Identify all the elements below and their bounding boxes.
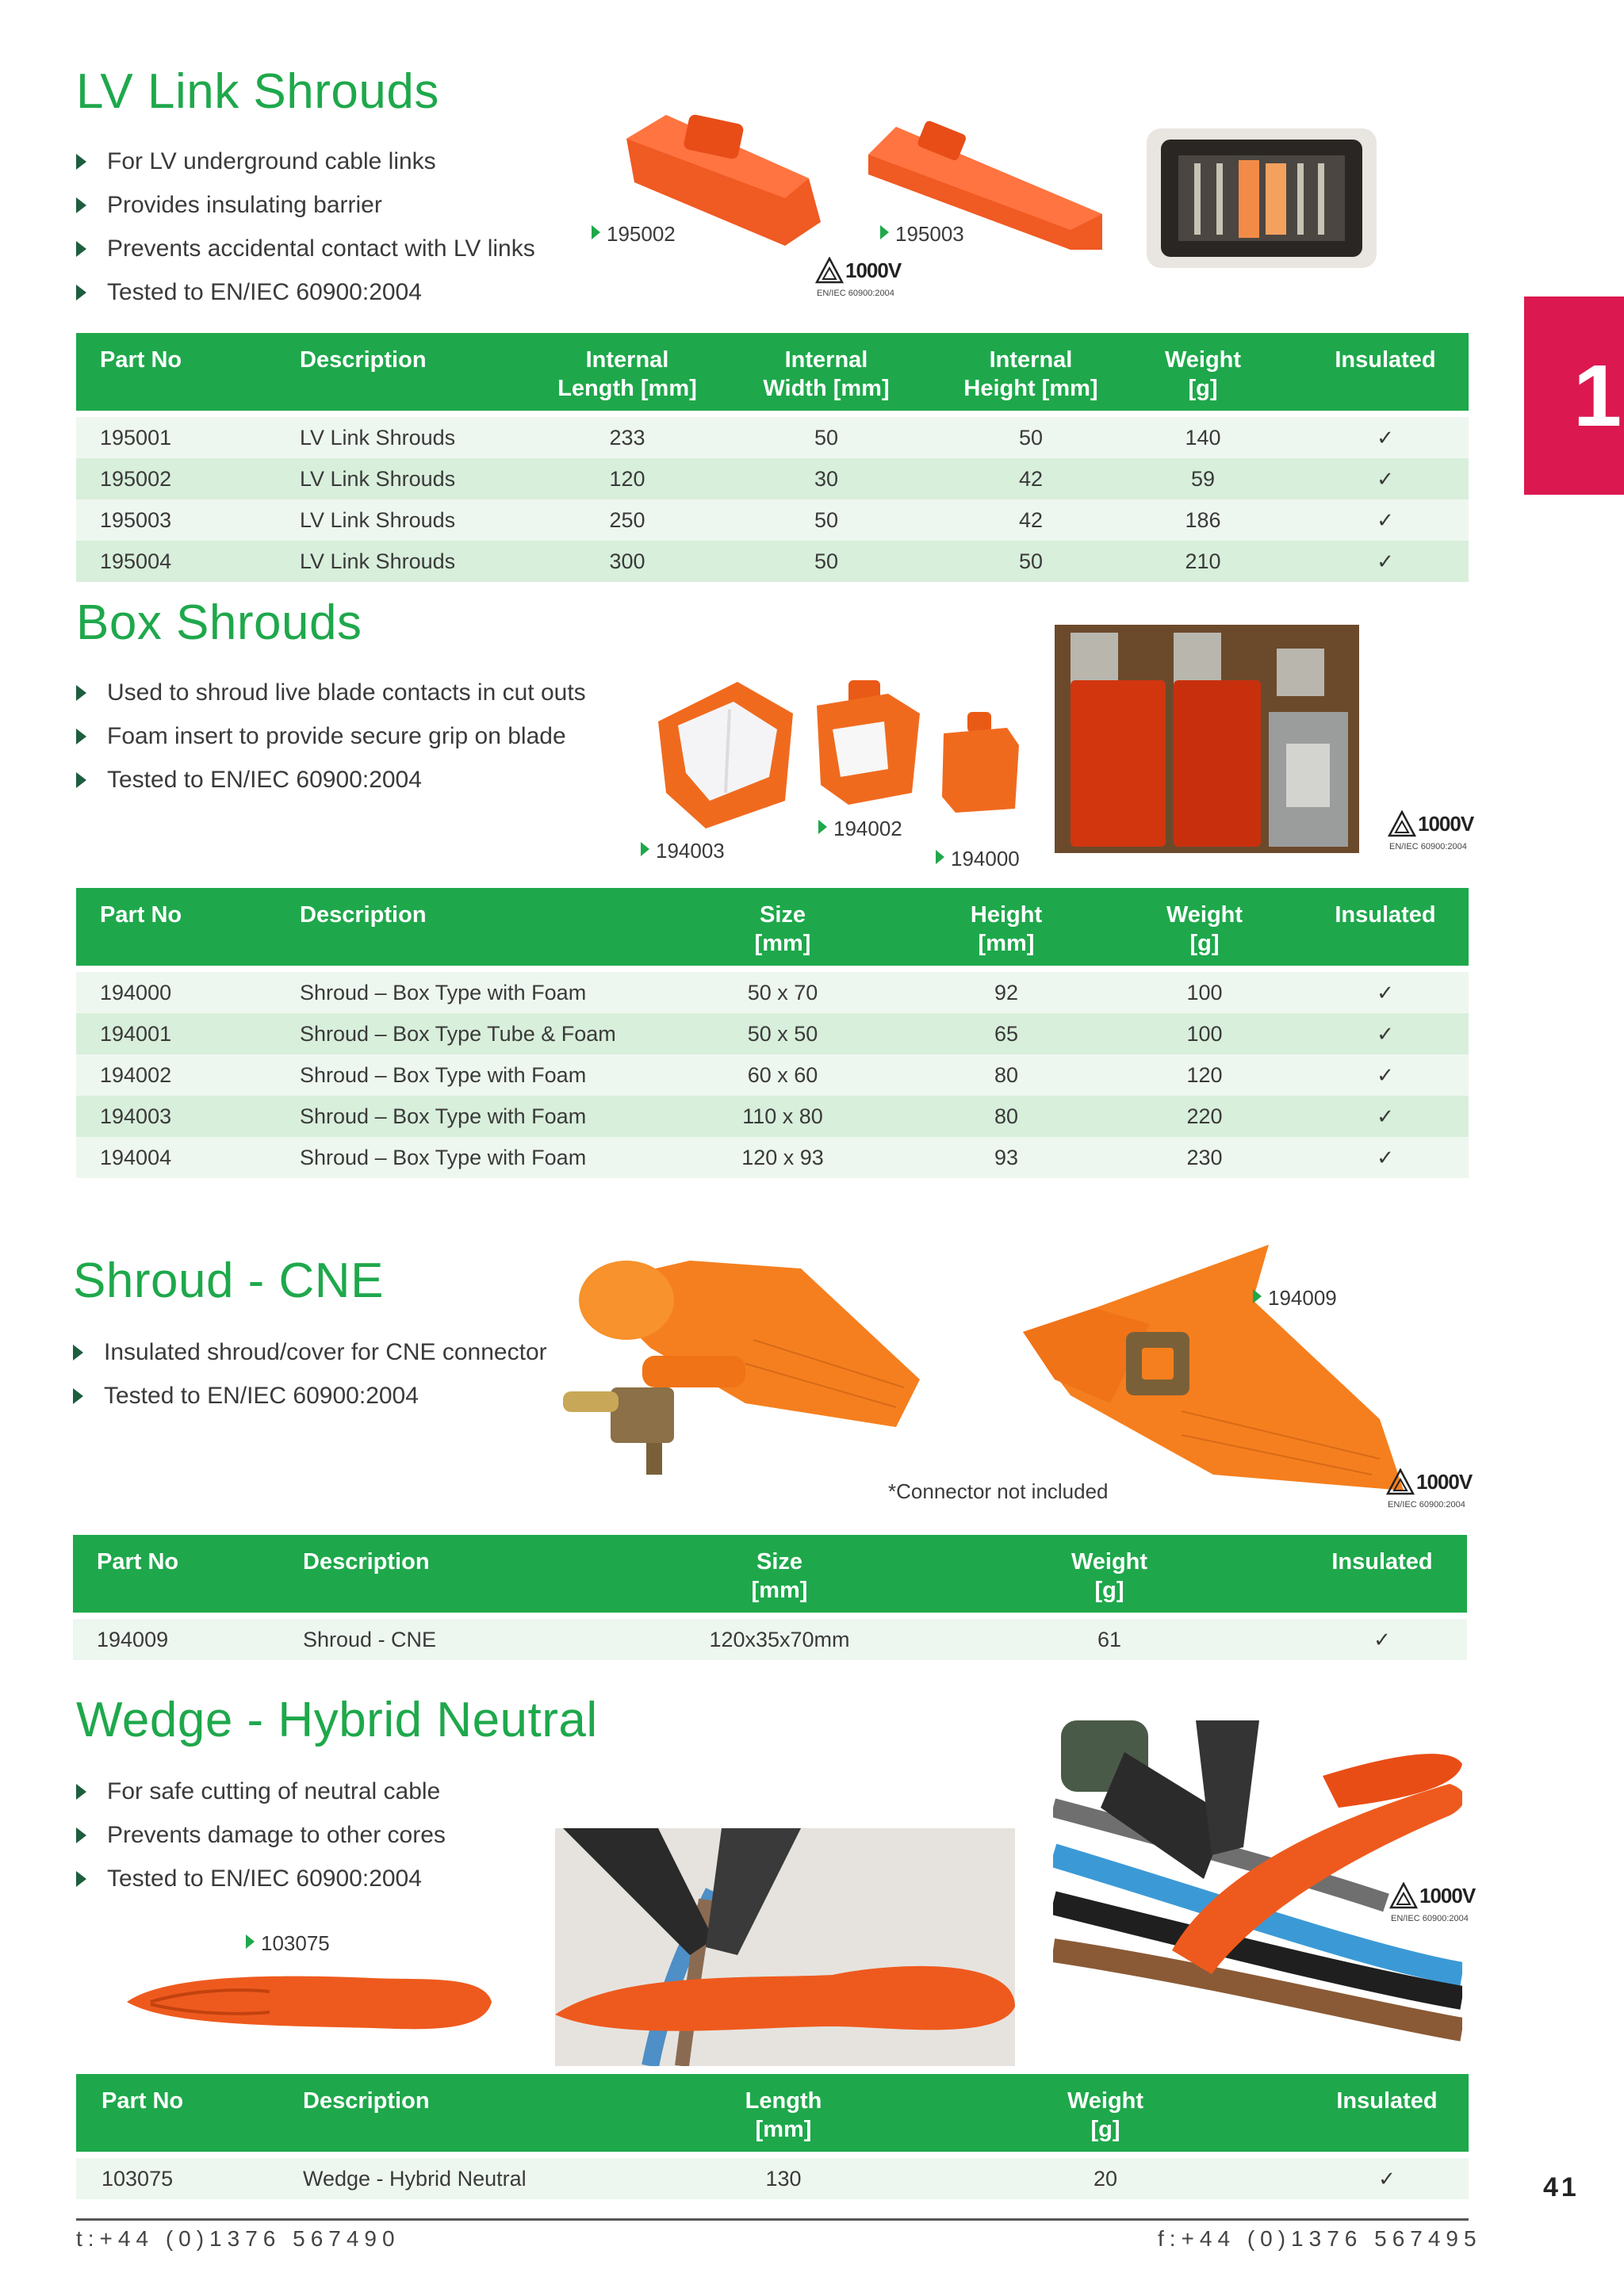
bullet-arrow-icon: [76, 197, 86, 213]
box-title: Box Shrouds: [76, 595, 362, 650]
table-body: [73, 1613, 1467, 1660]
lv-caption: 195003: [880, 222, 964, 247]
table-cell: 186: [1185, 508, 1221, 532]
column-header: Weight [g]: [1071, 1549, 1148, 1603]
table-cell: 195001: [100, 426, 172, 450]
table-row: [76, 1054, 1469, 1096]
voltage-rating-mark: 1000V EN/IEC 60900:2004: [1388, 1470, 1473, 1510]
table-cell: 120: [1186, 1063, 1223, 1087]
table-cell: 50: [814, 508, 839, 532]
table-cell: 92: [994, 981, 1019, 1004]
table-row: [76, 499, 1469, 541]
bullet-arrow-icon: [76, 1784, 86, 1800]
table-cell: 120: [609, 467, 645, 491]
insulated-check-icon: ✓: [1377, 467, 1394, 491]
caption-arrow-icon: [880, 225, 889, 239]
bullet-arrow-icon: [76, 772, 86, 788]
lv-bullet: [76, 183, 535, 227]
table-cell: 59: [1190, 467, 1216, 491]
table-body: [76, 2152, 1469, 2199]
insulated-check-icon: ✓: [1377, 426, 1394, 450]
table-row: [76, 1096, 1469, 1137]
column-header: Part No: [100, 347, 182, 373]
table-cell: 50: [814, 549, 839, 573]
caption-arrow-icon: [592, 225, 600, 239]
wedge-table: [76, 2074, 1469, 2199]
bullet-text: For safe cutting of neutral cable: [107, 1778, 441, 1804]
table-cell: 61: [1097, 1628, 1122, 1651]
box-shroud-194003-image: [650, 674, 801, 832]
caption-arrow-icon: [936, 850, 944, 864]
bullet-text: Tested to EN/IEC 60900:2004: [107, 1866, 422, 1892]
cne-bullet: [73, 1330, 547, 1374]
table-cell: 233: [609, 426, 645, 450]
column-header: Size [mm]: [754, 902, 811, 956]
table-cell: 103075: [102, 2167, 174, 2191]
bullet-arrow-icon: [73, 1345, 83, 1360]
bullet-arrow-icon: [76, 154, 86, 170]
page-number: 41: [1543, 2172, 1580, 2202]
column-header: Part No: [102, 2088, 184, 2114]
table-cell: 300: [609, 549, 645, 573]
table-cell: LV Link Shrouds: [300, 467, 456, 491]
wedge-103075-image: [119, 1958, 500, 2045]
caption-arrow-icon: [1253, 1289, 1262, 1303]
voltage-rating-mark: 1000V EN/IEC 60900:2004: [1389, 812, 1474, 851]
bullet-text: Foam insert to provide secure grip on blade: [107, 723, 566, 749]
cne-note: *Connector not included: [888, 1479, 1109, 1503]
column-header: Internal Width [mm]: [763, 347, 890, 401]
insulated-check-icon: ✓: [1377, 1063, 1394, 1087]
table-cell: Shroud – Box Type Tube & Foam: [300, 1022, 616, 1046]
table-cell: 65: [994, 1022, 1019, 1046]
section-tab-number: 1: [1573, 347, 1622, 445]
table-row: [76, 458, 1469, 499]
caption-arrow-icon: [246, 1934, 255, 1949]
cne-shroud-image: [555, 1253, 936, 1490]
table-cell: 194003: [100, 1104, 172, 1128]
cne-bullets: [73, 1330, 547, 1418]
insulation-triangle-icon: [1386, 1468, 1415, 1497]
insulated-check-icon: ✓: [1377, 1022, 1394, 1046]
box-bullet: [76, 714, 586, 758]
column-header: Description: [303, 2088, 430, 2114]
bullet-text: Tested to EN/IEC 60900:2004: [107, 279, 422, 305]
table-cell: 30: [814, 467, 839, 491]
column-header: Description: [303, 1549, 430, 1575]
insulated-check-icon: ✓: [1378, 2167, 1396, 2191]
wedge-caption: 103075: [246, 1931, 330, 1956]
table-cell: 140: [1185, 426, 1221, 450]
bullet-arrow-icon: [76, 1827, 86, 1843]
box-shroud-194002-image: [809, 674, 928, 809]
lv-bullet: [76, 227, 535, 270]
table-cell: 42: [1018, 508, 1044, 532]
table-cell: LV Link Shrouds: [300, 549, 456, 573]
lv-bullet: [76, 270, 535, 314]
insulation-triangle-icon: [1388, 810, 1416, 839]
table-cell: 120 x 93: [741, 1146, 824, 1169]
table-cell: 50 x 50: [747, 1022, 818, 1046]
table-cell: 130: [765, 2167, 802, 2191]
box-caption: 194003: [641, 839, 725, 863]
wedge-bullet: [76, 1857, 446, 1900]
table-cell: 230: [1186, 1146, 1223, 1169]
table-cell: Wedge - Hybrid Neutral: [303, 2167, 527, 2191]
box-table: [76, 888, 1469, 1178]
bullet-text: Prevents accidental contact with LV links: [107, 235, 535, 262]
insulated-check-icon: ✓: [1377, 508, 1394, 532]
table-cell: LV Link Shrouds: [300, 508, 456, 532]
column-header: Insulated: [1335, 902, 1436, 928]
table-cell: Shroud – Box Type with Foam: [300, 981, 587, 1004]
table-cell: 20: [1093, 2167, 1118, 2191]
box-bullet: [76, 758, 586, 802]
bullet-text: Tested to EN/IEC 60900:2004: [107, 767, 422, 793]
table-row: [76, 2158, 1469, 2199]
wedge-title: Wedge - Hybrid Neutral: [76, 1693, 598, 1747]
box-shroud-194000-image: [936, 706, 1023, 817]
wedge-bullets: [76, 1770, 446, 1900]
wedge-bullet: [76, 1813, 446, 1857]
table-header: [76, 333, 1469, 411]
table-cell: 120x35x70mm: [709, 1628, 850, 1651]
table-cell: 50: [814, 426, 839, 450]
column-header: Part No: [97, 1549, 179, 1575]
insulated-check-icon: ✓: [1377, 981, 1394, 1004]
table-header: [76, 2074, 1469, 2152]
bullet-arrow-icon: [76, 685, 86, 701]
table-cell: LV Link Shrouds: [300, 426, 456, 450]
table-cell: 194000: [100, 981, 172, 1004]
table-cell: 80: [994, 1104, 1019, 1128]
table-cell: 195004: [100, 549, 172, 573]
column-header: Height [mm]: [970, 902, 1043, 956]
bullet-arrow-icon: [76, 241, 86, 257]
column-header: Description: [300, 902, 427, 928]
lv-table: [76, 333, 1469, 582]
table-row: [76, 972, 1469, 1013]
cne-title: Shroud - CNE: [73, 1253, 384, 1308]
table-header: [73, 1535, 1467, 1613]
footer-fax: f:+44 (0)1376 567495: [1158, 2226, 1482, 2251]
wedge-cutting-photo-1: [555, 1828, 1015, 2066]
insulated-check-icon: ✓: [1377, 1104, 1394, 1128]
table-cell: 194009: [97, 1628, 169, 1651]
table-cell: Shroud – Box Type with Foam: [300, 1146, 587, 1169]
cne-shroud-194009-image: [1007, 1237, 1419, 1498]
table-cell: 100: [1186, 1022, 1223, 1046]
cne-bullet: [73, 1374, 547, 1418]
insulated-check-icon: ✓: [1377, 549, 1394, 573]
insulation-triangle-icon: [815, 257, 844, 285]
insulated-check-icon: ✓: [1377, 1146, 1394, 1169]
column-header: Insulated: [1335, 347, 1436, 373]
column-header: Weight [g]: [1067, 2088, 1144, 2142]
bullet-text: Insulated shroud/cover for CNE connector: [104, 1339, 547, 1365]
column-header: Part No: [100, 902, 182, 928]
bullet-text: For LV underground cable links: [107, 148, 436, 174]
table-cell: 195003: [100, 508, 172, 532]
table-cell: 42: [1018, 467, 1044, 491]
table-body: [76, 411, 1469, 582]
table-row: [76, 417, 1469, 458]
table-row: [76, 541, 1469, 582]
caption-arrow-icon: [818, 820, 827, 834]
table-header: [76, 888, 1469, 966]
column-header: Description: [300, 347, 427, 373]
lv-link-box-photo: [1147, 128, 1377, 268]
section-tab: [1524, 297, 1624, 495]
column-header: Length [mm]: [745, 2088, 822, 2142]
table-row: [73, 1619, 1467, 1660]
bullet-arrow-icon: [76, 1871, 86, 1887]
table-cell: 194002: [100, 1063, 172, 1087]
footer-divider: [76, 2218, 1469, 2221]
table-cell: 100: [1186, 981, 1223, 1004]
box-bullets: [76, 671, 586, 802]
table-body: [76, 966, 1469, 1178]
table-row: [76, 1013, 1469, 1054]
bullet-text: Tested to EN/IEC 60900:2004: [104, 1383, 419, 1409]
table-cell: 80: [994, 1063, 1019, 1087]
column-header: Weight [g]: [1164, 347, 1242, 401]
table-cell: 210: [1185, 549, 1221, 573]
column-header: Internal Height [mm]: [963, 347, 1098, 401]
footer-phone: t:+44 (0)1376 567490: [76, 2226, 400, 2251]
table-cell: 194004: [100, 1146, 172, 1169]
table-cell: 50: [1018, 426, 1044, 450]
column-header: Weight [g]: [1166, 902, 1243, 956]
table-row: [76, 1137, 1469, 1178]
cne-table: [73, 1535, 1467, 1660]
table-cell: 60 x 60: [747, 1063, 818, 1087]
table-cell: 50 x 70: [747, 981, 818, 1004]
column-header: Insulated: [1336, 2088, 1438, 2114]
lv-title: LV Link Shrouds: [76, 64, 439, 119]
bullet-arrow-icon: [73, 1388, 83, 1404]
lv-bullets: [76, 140, 535, 314]
table-cell: 220: [1186, 1104, 1223, 1128]
table-cell: 195002: [100, 467, 172, 491]
bullet-text: Prevents damage to other cores: [107, 1822, 446, 1848]
bullet-text: Used to shroud live blade contacts in cut outs: [107, 679, 586, 706]
table-cell: 93: [994, 1146, 1019, 1169]
table-cell: Shroud – Box Type with Foam: [300, 1104, 587, 1128]
table-cell: Shroud - CNE: [303, 1628, 437, 1651]
column-header: Size [mm]: [751, 1549, 808, 1603]
table-cell: 194001: [100, 1022, 172, 1046]
box-caption: 194002: [818, 817, 902, 841]
voltage-rating-mark: 1000V EN/IEC 60900:2004: [817, 258, 902, 298]
box-bullet: [76, 671, 586, 714]
voltage-rating-mark: 1000V EN/IEC 60900:2004: [1391, 1884, 1476, 1923]
lv-caption: 195002: [592, 222, 676, 247]
bullet-arrow-icon: [76, 285, 86, 300]
caption-arrow-icon: [641, 842, 649, 856]
insulation-triangle-icon: [1389, 1882, 1418, 1911]
table-cell: Shroud – Box Type with Foam: [300, 1063, 587, 1087]
column-header: Internal Length [mm]: [557, 347, 697, 401]
table-cell: 250: [609, 508, 645, 532]
lv-bullet: [76, 140, 535, 183]
cutout-photo: [1055, 625, 1359, 853]
insulated-check-icon: ✓: [1373, 1628, 1391, 1651]
column-header: Insulated: [1331, 1549, 1433, 1575]
table-cell: 110 x 80: [742, 1104, 823, 1128]
bullet-arrow-icon: [76, 729, 86, 744]
cne-caption: 194009: [1253, 1286, 1337, 1311]
wedge-bullet: [76, 1770, 446, 1813]
table-cell: 50: [1018, 549, 1044, 573]
box-caption: 194000: [936, 847, 1020, 871]
bullet-text: Provides insulating barrier: [107, 192, 382, 218]
